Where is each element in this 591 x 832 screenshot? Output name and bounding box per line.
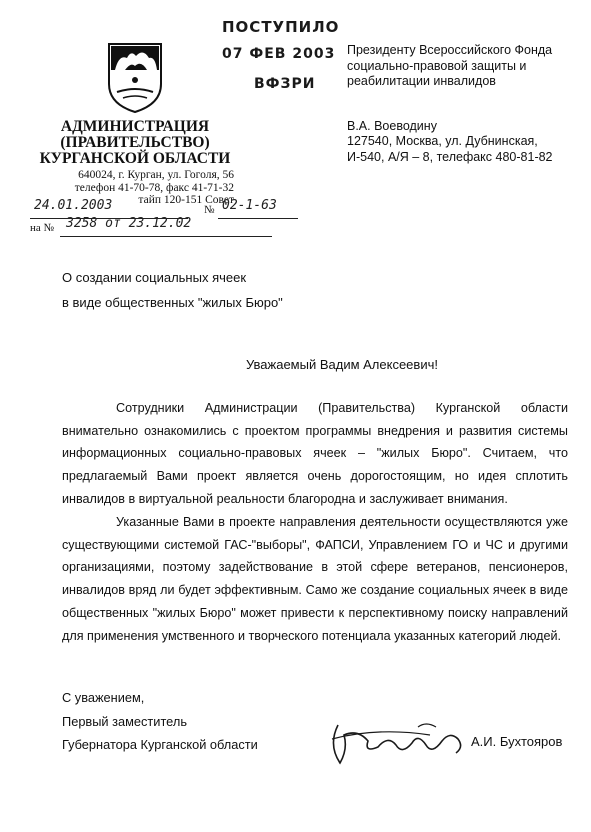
body-text: Указанные Вами в проекте направления деятельности осуществляются уже существующими системой ГАС-"выборы", ФАПСИ, Управлением ГО и ЧС и другими организациями, поэтому задействование в этой сфере ветеранов, пенсионеров, инвалидов вряд ли будет эффективным. Само же создание социальных ячеек в виде общественных "жилых Бюро" может привести к перспективному поиску направлений для применения умственного и творческого потенциала указанных категорий людей. [62,515,568,643]
signer-title: Первый заместитель [62,713,187,729]
body-paragraph-2 [62,511,568,647]
received-stamp-title: ПОСТУПИЛО [222,18,340,36]
signer-title: Губернатора Курганской области [62,737,258,752]
recipient-line: реабилитации инвалидов [347,74,496,88]
recipient-spacer [347,90,553,119]
sender-telex: тайп 120-151 Совет [138,194,234,206]
outgoing-number: 02-1-63 [222,198,277,213]
coat-of-arms-icon [105,40,165,114]
recipient-line: Президенту Всероссийского Фонда [347,43,553,57]
signer-name: А.И. Бухтояров [471,734,563,749]
sender-phone: телефон 41-70-78, факс 41-71-32 [74,181,234,194]
recipient-address: И-540, А/Я – 8, телефакс 480-81-82 [347,149,553,164]
sender-org-line: (ПРАВИТЕЛЬСТВО) [60,134,210,151]
body-paragraph-1 [62,397,568,511]
recipient-name: В.А. Воеводину [347,118,437,133]
reply-reference: 3258 от 23.12.02 [66,216,192,231]
received-stamp-date: 07 ФЕВ 2003 [222,46,336,62]
body-text: Сотрудники Администрации (Правительства) Курганской области внимательно ознакомились с проектом программы внедрения и развития системы информационных социально-правовых ячеек – "жилых Бюро". Считаем, что предлагаемый Вами проект является очень дорогостоящим, но идея сплотить инвалидов в виртуальной реальности благородна и заслуживает внимания. [62,401,568,506]
sender-address: 640024, г. Курган, ул. Гоголя, 56 [78,169,234,181]
greeting: Уважаемый Вадим Алексеевич! [246,357,438,372]
number-prefix: № [204,204,215,216]
subject-line: в виде общественных "жилых Бюро" [62,295,283,310]
sender-org-line: АДМИНИСТРАЦИЯ [60,118,210,135]
recipient-address: 127540, Москва, ул. Дубнинская, [347,134,538,148]
received-stamp-department: ВФЗРИ [254,76,316,92]
reply-prefix: на № [30,222,55,234]
sender-org-line: КУРГАНСКОЙ ОБЛАСТИ [39,150,231,167]
closing-block [62,686,258,757]
handwritten-signature-icon [318,705,470,775]
outgoing-date: 24.01.2003 [34,198,113,213]
sender-organization [30,119,240,167]
closing-line: С уважением, [62,690,145,705]
letter-subject [62,265,283,315]
subject-line: О создании социальных ячеек [62,270,247,285]
recipient-block [347,43,553,165]
recipient-line: социально-правовой защиты и [347,58,527,73]
